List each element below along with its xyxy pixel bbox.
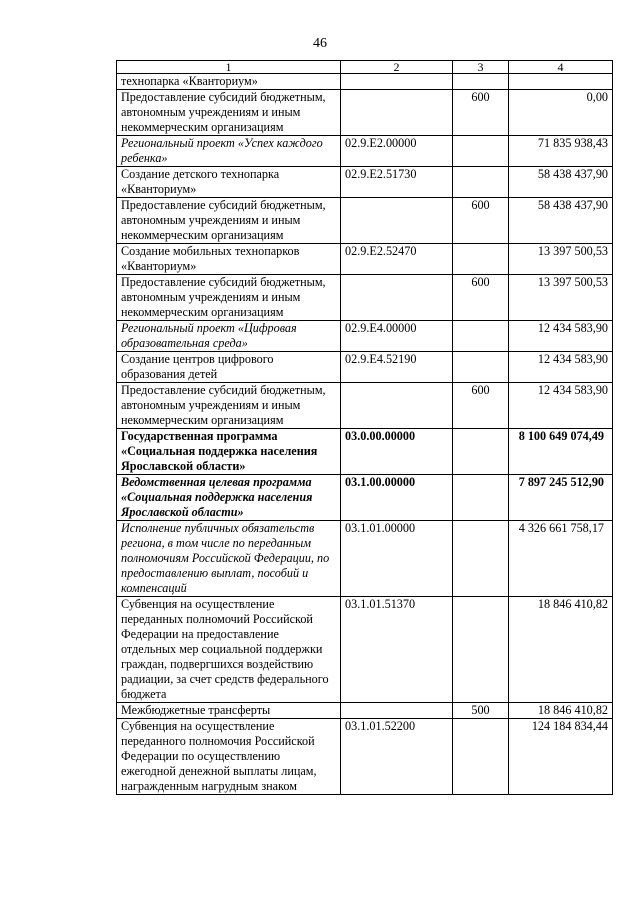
table-row [117,719,613,795]
row-amount-cell: 4 326 661 758,17 [509,521,613,597]
table-row [117,74,613,90]
table-row [117,703,613,719]
row-name-cell: Межбюджетные трансферты [117,703,341,719]
row-type-cell: 600 [453,198,509,244]
column-header-4: 4 [509,61,613,74]
table-row [117,136,613,167]
row-code-cell [341,90,453,136]
row-name-cell: Создание детского технопарка «Кванториум» [117,167,341,198]
table-row [117,198,613,244]
table-row [117,429,613,475]
row-amount-cell: 13 397 500,53 [509,275,613,321]
column-header-1: 1 [117,61,341,74]
row-name-cell: Предоставление субсидий бюджетным, автономным учреждениям и иным некоммерческим организациям [117,198,341,244]
row-code-cell [341,74,453,90]
table-row [117,597,613,703]
table-row [117,321,613,352]
row-type-cell [453,597,509,703]
row-code-cell: 02.9.E2.52470 [341,244,453,275]
row-code-cell [341,198,453,244]
table-row [117,244,613,275]
row-type-cell [453,429,509,475]
row-code-cell: 02.9.E2.51730 [341,167,453,198]
row-name-cell: Ведомственная целевая программа «Социальная поддержка населения Ярославской области» [117,475,341,521]
row-type-cell [453,719,509,795]
row-name-cell: технопарка «Кванториум» [117,74,341,90]
row-amount-cell: 124 184 834,44 [509,719,613,795]
row-amount-cell: 13 397 500,53 [509,244,613,275]
table-row [117,275,613,321]
row-type-cell: 500 [453,703,509,719]
row-code-cell: 02.9.E4.00000 [341,321,453,352]
row-type-cell [453,244,509,275]
table-row [117,383,613,429]
row-name-cell: Субвенция на осуществление переданных полномочий Российской Федерации на предоставление отдельных мер социальной поддержки граждан, подвергшихся воздействию радиации, за счет средств федерального бюджета [117,597,341,703]
row-amount-cell: 58 438 437,90 [509,167,613,198]
row-code-cell [341,275,453,321]
row-amount-cell: 12 434 583,90 [509,321,613,352]
row-code-cell: 03.1.01.00000 [341,521,453,597]
row-amount-cell: 7 897 245 512,90 [509,475,613,521]
table-row [117,167,613,198]
row-name-cell: Создание центров цифрового образования детей [117,352,341,383]
row-type-cell [453,74,509,90]
row-type-cell [453,136,509,167]
row-name-cell: Исполнение публичных обязательств региона, в том числе по переданным полномочиям Российской Федерации, по предоставлению выплат, пособий и компенсаций [117,521,341,597]
table-header-row [117,61,613,74]
row-name-cell: Государственная программа «Социальная поддержка населения Ярославской области» [117,429,341,475]
row-code-cell: 02.9.E4.52190 [341,352,453,383]
row-type-cell: 600 [453,383,509,429]
row-type-cell [453,321,509,352]
row-amount-cell [509,74,613,90]
row-type-cell: 600 [453,90,509,136]
column-header-2: 2 [341,61,453,74]
row-amount-cell: 8 100 649 074,49 [509,429,613,475]
row-amount-cell: 12 434 583,90 [509,383,613,429]
budget-table [116,60,613,795]
row-name-cell: Субвенция на осуществление переданного полномочия Российской Федерации по осуществлению ежегодной денежной выплаты лицам, награжденным нагрудным знаком [117,719,341,795]
row-code-cell [341,703,453,719]
row-amount-cell: 58 438 437,90 [509,198,613,244]
row-name-cell: Предоставление субсидий бюджетным, автономным учреждениям и иным некоммерческим организациям [117,90,341,136]
table-row [117,475,613,521]
row-type-cell [453,475,509,521]
row-name-cell: Предоставление субсидий бюджетным, автономным учреждениям и иным некоммерческим организациям [117,275,341,321]
row-amount-cell: 18 846 410,82 [509,597,613,703]
row-name-cell: Создание мобильных технопарков «Кванториум» [117,244,341,275]
row-code-cell: 02.9.E2.00000 [341,136,453,167]
column-header-3: 3 [453,61,509,74]
row-amount-cell: 71 835 938,43 [509,136,613,167]
row-amount-cell: 12 434 583,90 [509,352,613,383]
row-code-cell: 03.1.01.51370 [341,597,453,703]
row-code-cell: 03.1.01.52200 [341,719,453,795]
row-code-cell: 03.0.00.00000 [341,429,453,475]
row-type-cell [453,352,509,383]
row-name-cell: Региональный проект «Цифровая образовательная среда» [117,321,341,352]
row-type-cell [453,521,509,597]
row-name-cell: Предоставление субсидий бюджетным, автономным учреждениям и иным некоммерческим организациям [117,383,341,429]
row-code-cell: 03.1.00.00000 [341,475,453,521]
row-code-cell [341,383,453,429]
table-row [117,352,613,383]
budget-table-body [117,61,613,795]
row-type-cell: 600 [453,275,509,321]
table-row [117,90,613,136]
row-name-cell: Региональный проект «Успех каждого ребенка» [117,136,341,167]
row-amount-cell: 18 846 410,82 [509,703,613,719]
row-type-cell [453,167,509,198]
row-amount-cell: 0,00 [509,90,613,136]
table-row [117,521,613,597]
page-number: 46 [313,36,327,51]
